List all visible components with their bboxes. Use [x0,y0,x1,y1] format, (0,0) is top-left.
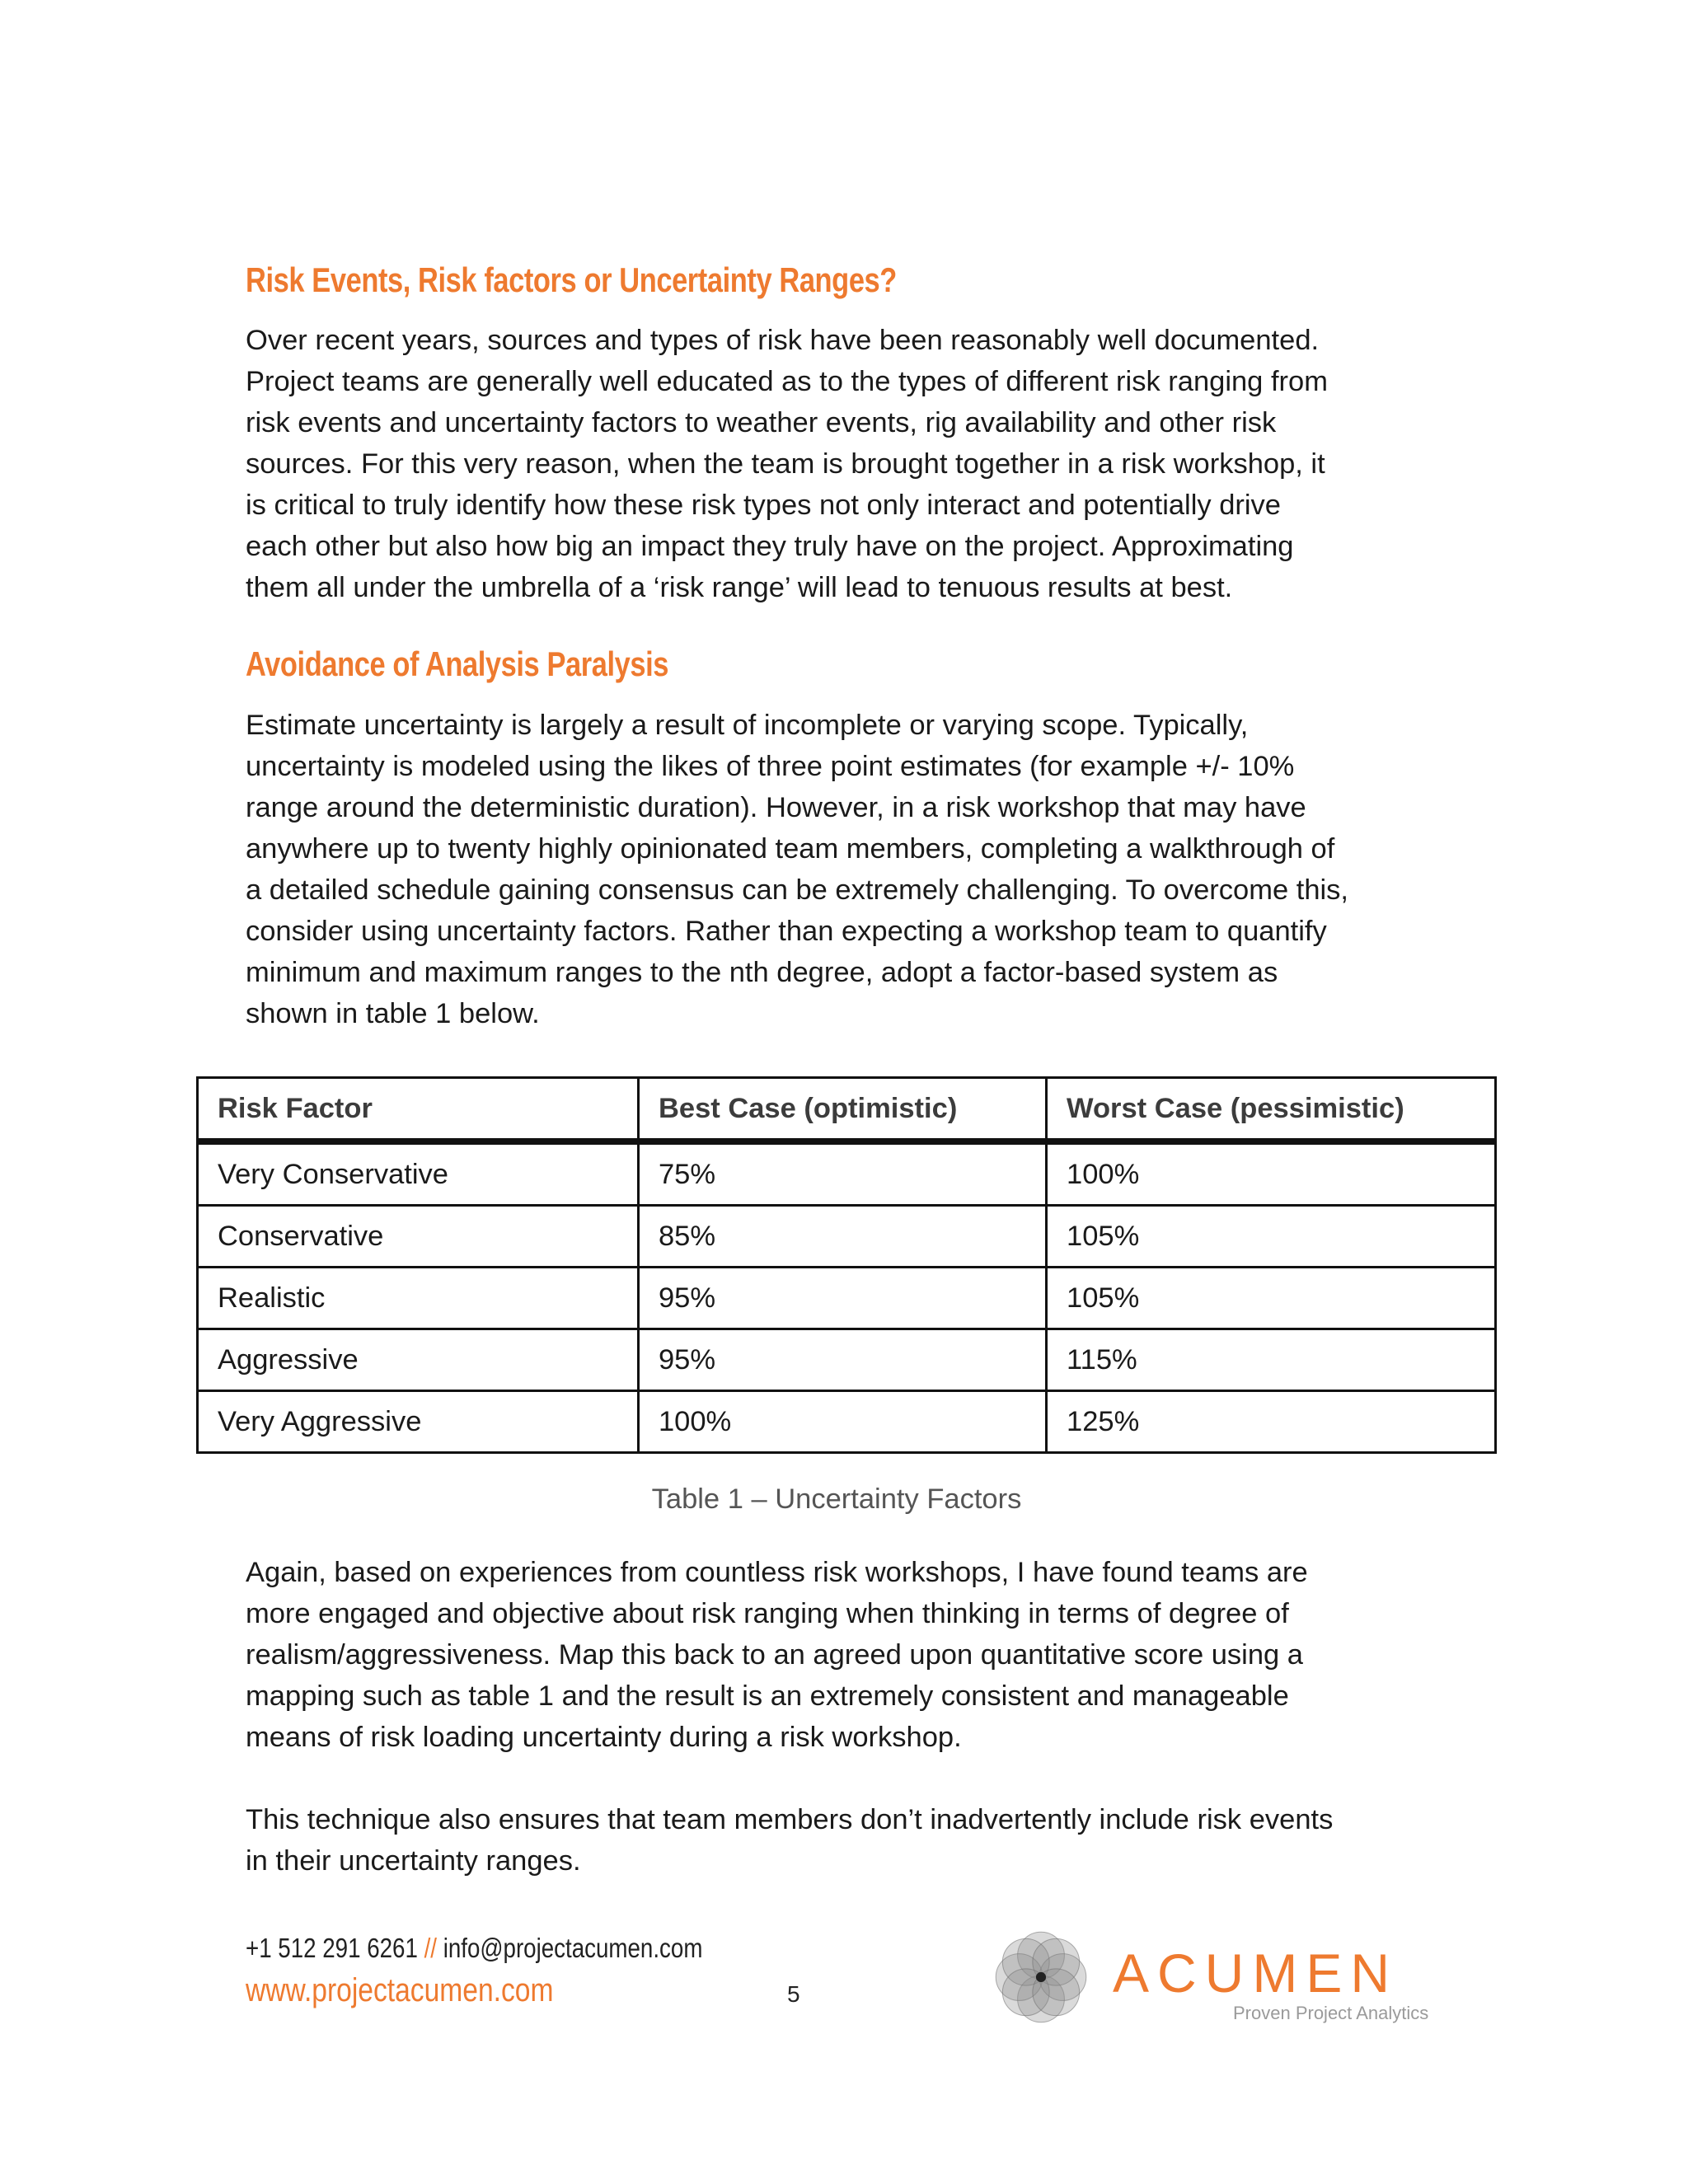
table-row [198,1141,1496,1206]
text-line: risk events and uncertainty factors to weather events, rig availability and other risk [246,407,1277,438]
column-header-best-case: Best Case (optimistic) [638,1078,1046,1142]
footer-email-link[interactable]: info@projectacumen.com [443,1933,703,1963]
footer-separator: // [424,1933,437,1963]
uncertainty-factors-table [196,1076,1497,1454]
page-number: 5 [787,1981,800,2007]
worst-case-cell: 105% [1047,1268,1496,1329]
text-line: a detailed schedule gaining consensus can be extremely challenging. To overcome this, [246,874,1349,906]
risk-factor-cell: Realistic [198,1268,639,1329]
text-line: Over recent years, sources and types of risk have been reasonably well documented. [246,325,1320,356]
best-case-cell: 75% [638,1141,1046,1206]
text-line: uncertainty is modeled using the likes of three point estimates (for example +/- 10% [246,751,1295,782]
footer-website-link[interactable]: www.projectacumen.com [246,1972,554,2008]
risk-factor-cell: Conservative [198,1206,639,1268]
acumen-logo-icon [982,1919,1100,2036]
text-line: minimum and maximum ranges to the nth degree, adopt a factor-based system as [246,957,1278,988]
table-row [198,1206,1496,1268]
text-line: shown in table 1 below. [246,998,540,1029]
risk-factor-cell: Very Aggressive [198,1391,639,1453]
risk-factor-cell: Aggressive [198,1329,639,1391]
best-case-cell: 95% [638,1329,1046,1391]
brand-name: ACUMEN [1113,1943,1399,2004]
footer-contact [246,1933,702,1964]
worst-case-cell: 100% [1047,1141,1496,1206]
paragraph-technique [246,1799,1449,1882]
text-line: sources. For this very reason, when the team is brought together in a risk workshop, it [246,448,1325,480]
text-line: Again, based on experiences from countless risk workshops, I have found teams are [246,1557,1308,1588]
text-line: This technique also ensures that team members don’t inadvertently include risk events [246,1804,1334,1835]
text-line: mapping such as table 1 and the result is an extremely consistent and manageable [246,1680,1289,1712]
text-line: them all under the umbrella of a ‘risk range’ will lead to tenuous results at best. [246,572,1233,603]
text-line: means of risk loading uncertainty during a risk workshop. [246,1722,962,1753]
worst-case-cell: 125% [1047,1391,1496,1453]
column-header-risk-factor: Risk Factor [198,1078,639,1142]
worst-case-cell: 105% [1047,1206,1496,1268]
text-line: realism/aggressiveness. Map this back to an agreed upon quantitative score using a [246,1639,1303,1671]
text-line: Project teams are generally well educated as to the types of different risk ranging from [246,366,1328,397]
text-line: Estimate uncertainty is largely a result of incomplete or varying scope. Typically, [246,710,1249,741]
text-line: range around the deterministic duration). However, in a risk workshop that may have [246,792,1306,823]
brand-tagline: Proven Project Analytics [1233,2003,1429,2023]
text-line: is critical to truly identify how these risk types not only interact and potentially drive [246,490,1281,521]
table-row [198,1268,1496,1329]
best-case-cell: 85% [638,1206,1046,1268]
risk-factor-cell: Very Conservative [198,1141,639,1206]
text-line: more engaged and objective about risk ranging when thinking in terms of degree of [246,1598,1289,1629]
paragraph-mapping [246,1552,1449,1758]
table-caption: Table 1 – Uncertainty Factors [651,1483,1022,1515]
text-line: in their uncertainty ranges. [246,1845,581,1877]
paragraph-risk-events [246,320,1449,608]
worst-case-cell: 115% [1047,1329,1496,1391]
section-heading-analysis-paralysis: Avoidance of Analysis Paralysis [246,644,669,683]
text-line: consider using uncertainty factors. Rather than expecting a workshop team to quantify [246,916,1327,947]
column-header-worst-case: Worst Case (pessimistic) [1047,1078,1496,1142]
table-header-row [198,1078,1496,1142]
best-case-cell: 95% [638,1268,1046,1329]
section-heading-risk-events: Risk Events, Risk factors or Uncertainty Ranges? [246,260,897,299]
text-line: anywhere up to twenty highly opinionated team members, completing a walkthrough of [246,833,1335,865]
paragraph-analysis-paralysis [246,705,1449,1034]
best-case-cell: 100% [638,1391,1046,1453]
footer-phone: +1 512 291 6261 [246,1933,418,1963]
text-line: each other but also how big an impact they truly have on the project. Approximating [246,531,1294,562]
table-row [198,1391,1496,1453]
table-row [198,1329,1496,1391]
